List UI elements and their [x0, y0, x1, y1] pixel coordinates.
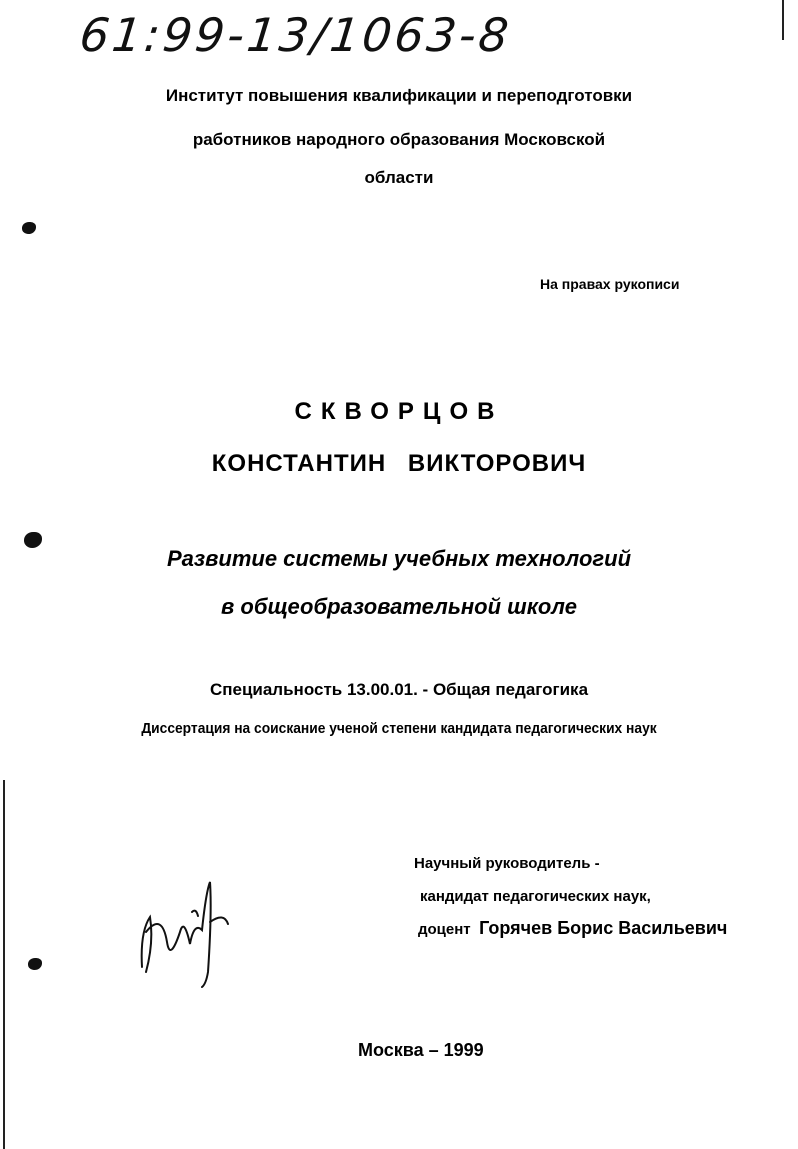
institute-line-1: Институт повышения квалификации и переподготовки [165, 86, 633, 105]
supervisor-name: Горячев Борис Васильевич [479, 918, 728, 938]
author-surname: СКВОРЦОВ [294, 398, 504, 425]
dissertation-title-line-2: в общеобразовательной школе [221, 594, 577, 619]
supervisor-title: доцент [418, 921, 471, 938]
signature-icon [132, 872, 242, 992]
city-year: Москва – 1999 [358, 1040, 484, 1060]
scan-edge-line [3, 780, 5, 1149]
rights-note: На правах рукописи [540, 276, 680, 292]
author-name: КОНСТАНТИН ВИКТОРОВИЧ [211, 450, 587, 477]
supervisor-line-2: кандидат педагогических наук, [420, 888, 651, 905]
supervisor-line-3 [418, 918, 727, 939]
institute-line-2: работников народного образования Московской [192, 130, 606, 149]
institute-line-3: области [364, 168, 434, 187]
supervisor-line-1: Научный руководитель - [414, 855, 600, 872]
specialty: Специальность 13.00.01. - Общая педагогика [209, 680, 589, 699]
degree-statement: Диссертация на соискание ученой степени кандидата педагогических наук [141, 720, 657, 737]
punch-hole-mark [28, 958, 42, 970]
scan-edge-line [782, 0, 784, 40]
punch-hole-mark [22, 222, 36, 234]
dissertation-title-line-1: Развитие системы учебных технологий [166, 546, 632, 571]
catalog-number: 61:99-13/1063-8 [77, 8, 514, 62]
